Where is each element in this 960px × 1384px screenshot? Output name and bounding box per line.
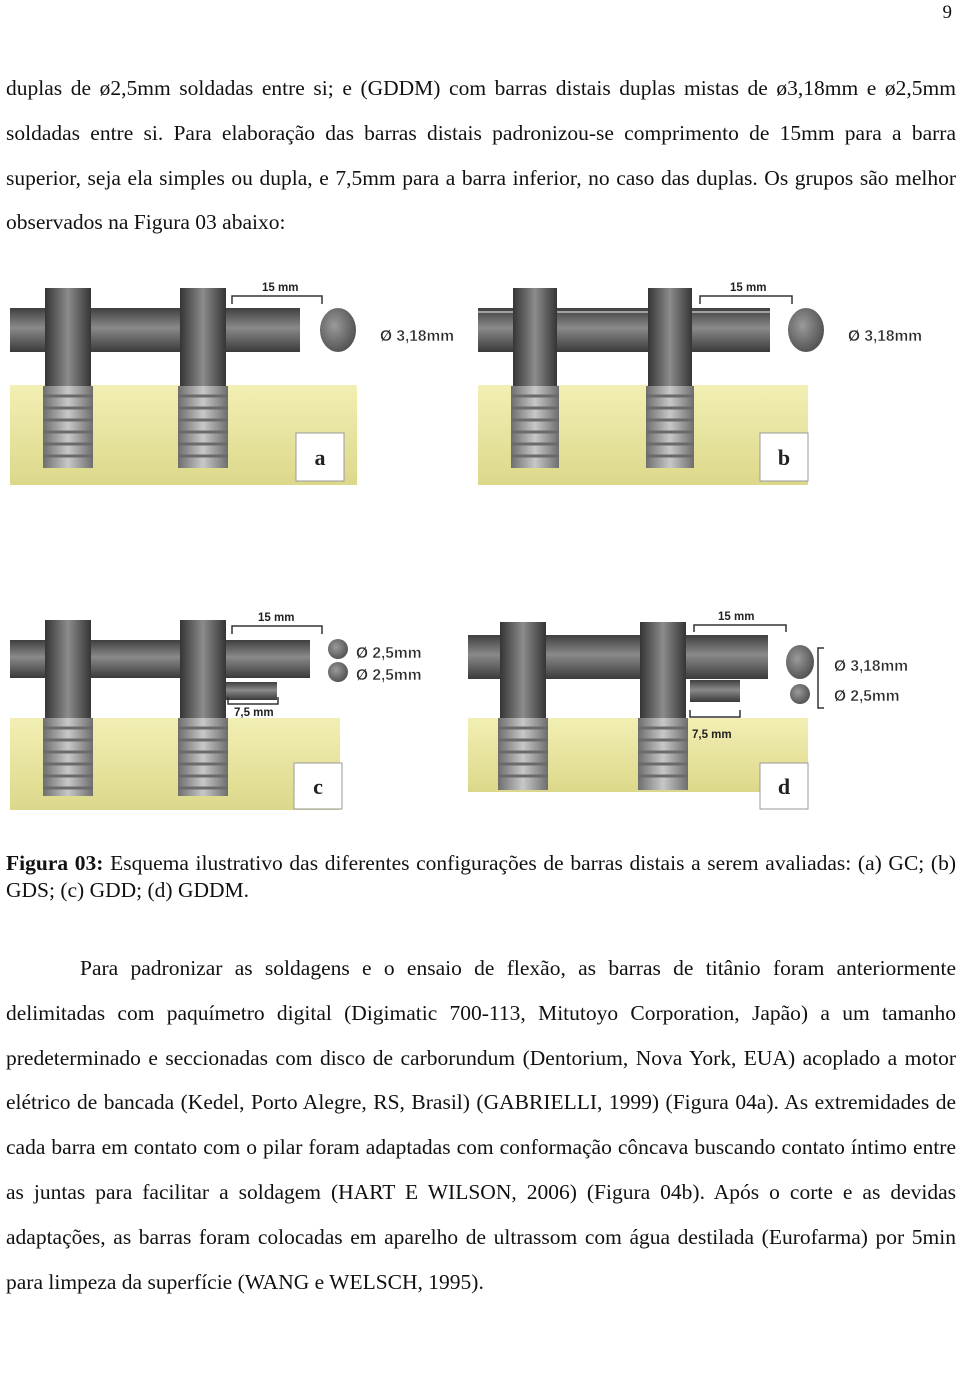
diameter-label: Ø 2,5mm [356,645,422,662]
panel-letter: d [777,774,791,799]
cross-section-circle [328,662,348,682]
thread [43,718,93,796]
post [45,620,91,718]
caption-text: Esquema ilustrativo das diferentes configurações de barras distais a serem avaliadas: (a) GC; (b) GDS; (c) GDD; (d) GDDM. [6,851,956,902]
cross-section-circle [786,645,814,679]
post [513,288,557,386]
cross-section-circle [788,308,824,352]
bottom-bar [690,680,740,702]
length-label: 7,5 mm [234,707,274,719]
panel-letter: b [777,445,791,470]
post [180,288,226,386]
length-bracket [232,626,322,634]
length-label: 15 mm [718,611,755,623]
thread [178,718,228,796]
post [45,288,91,386]
length-label: 15 mm [730,282,767,294]
cross-section-circle [320,308,356,352]
post [640,622,686,718]
diameter-label: Ø 3,18mm [834,658,909,675]
panel-c [10,612,421,810]
panel-letter: c [313,774,323,799]
bottom-bar [225,682,277,700]
post [648,288,692,386]
body-paragraph-bottom: Para padronizar as soldagens e o ensaio de flexão, as barras de titânio foram anteriormente delimitadas com paquímetro digital (Digimatic 700-113, Mitutoyo Corporation, Japão) a um tamanho predeterminado e seccionadas com disco de carborundum (Dentorium, Nova York, EUA) acoplado a motor elétrico de bancada (Kedel, Porto Alegre, RS, Brasil) (GABRIELLI, 1999) (Figura 04a). As extremidades de cada barra em contato com o pilar foram adaptadas com conformação côncava buscando contato íntimo entre as juntas para facilitar a soldagem (HART E WILSON, 2006) (Figura 04b). Após o corte e as devidas adaptações, as barras foram colocadas em aparelho de ultrassom com água destilada (Eurofarma) por 5min para limpeza da superfície (WANG e WELSCH, 1995). [6,956,956,1294]
caption-label: Figura 03: [6,851,104,875]
length-label: 15 mm [258,612,295,624]
diameter-label: Ø 3,18mm [848,328,923,345]
panel-d [468,611,908,809]
length-bracket [232,296,322,304]
diameter-label: Ø 3,18mm [380,328,455,345]
body-paragraph-top: duplas de ø2,5mm soldadas entre si; e (GDDM) com barras distais duplas mistas de ø3,18mm e ø2,5mm soldadas entre si. Para elaboração das barras distais padronizou-se comprimento de 15mm para a barra superior, seja ela simples ou dupla, e 7,5mm para a barra inferior, no caso das duplas. Os grupos são melhor observados na Figura 03 abaixo: [6,76,956,235]
cross-section-circle [790,684,810,704]
length-label: 15 mm [262,282,299,294]
figure-caption [6,850,956,904]
panel-b [478,282,922,485]
length-bracket [700,296,792,304]
diameter-label: Ø 2,5mm [834,688,900,705]
panel-a [10,282,454,485]
diameter-label: Ø 2,5mm [356,667,422,684]
post [180,620,226,718]
post [500,622,546,718]
length-label: 7,5 mm [692,729,732,741]
bracket [818,648,824,708]
figure-03 [0,270,960,815]
length-bracket [694,625,786,632]
panel-letter: a [314,445,326,470]
length-bracket [690,710,740,717]
cross-section-circle [328,639,348,659]
page-number: 9 [942,2,952,23]
